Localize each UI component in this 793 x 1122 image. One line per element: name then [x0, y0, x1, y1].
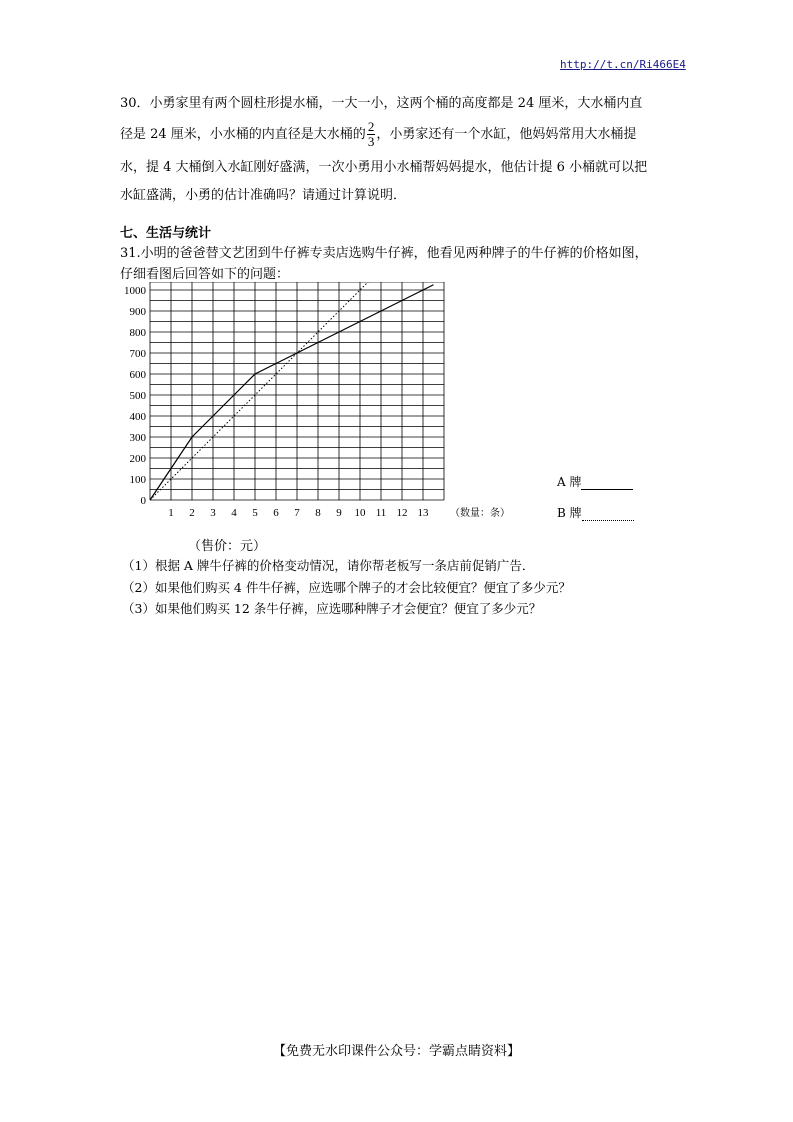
x-tick-label: 4 — [231, 507, 237, 519]
x-tick-label: 9 — [336, 507, 342, 519]
x-axis-label: （数量：条） — [450, 508, 510, 519]
section-title: 七、生活与统计 — [120, 226, 212, 241]
y-tick-label: 1000 — [124, 285, 146, 297]
series-line-a — [150, 285, 434, 500]
price-chart — [112, 282, 512, 522]
x-tick-label: 1 — [168, 507, 174, 519]
x-tick-label: 11 — [375, 507, 387, 519]
brand-a-blank[interactable] — [581, 477, 633, 490]
sub-question-1: （1）根据 A 牌牛仔裤的价格变动情况，请你帮老板写一条店前促销广告． — [122, 558, 535, 573]
brand-a-answer — [557, 473, 633, 490]
brand-a-label: A 牌 — [557, 475, 582, 489]
price-unit-note: （售价：元） — [188, 539, 267, 554]
x-tick-label: 7 — [294, 507, 300, 519]
q30-line-1: 30．小勇家里有两个圆柱形提水桶，一大一小，这两个桶的高度都是 24 厘米，大水桶内直 — [120, 96, 643, 111]
x-tick-label: 3 — [210, 507, 216, 519]
header-url[interactable]: http://t.cn/Ri466E4 — [560, 58, 686, 71]
y-tick-label: 0 — [140, 495, 146, 507]
q30-line-2-after: ，小勇家还有一个水缸，他妈妈常用大水桶提 — [376, 127, 637, 142]
brand-b-answer — [557, 504, 634, 521]
sub-question-3: （3）如果他们购买 12 条牛仔裤，应选哪种牌子才会便宜？便宜了多少元？ — [122, 601, 542, 616]
y-tick-label: 500 — [129, 390, 146, 402]
q30-line-2-before: 径是 24 厘米，小水桶的内直径是大水桶的 — [120, 127, 366, 142]
y-tick-label: 800 — [129, 327, 146, 339]
fraction-denominator: 3 — [367, 134, 375, 149]
series-line-b — [150, 282, 371, 500]
fraction-numerator: 2 — [367, 119, 375, 134]
y-tick-label: 200 — [129, 453, 146, 465]
q30-line-3: 水，提 4 大桶倒入水缸刚好盛满，一次小勇用小水桶帮妈妈提水，他估计提 6 小桶就可以把 — [120, 160, 648, 175]
footer-text: 【免费无水印课件公众号：学霸点睛资料】 — [272, 1044, 520, 1059]
x-tick-label: 10 — [354, 507, 366, 519]
q30-line-2 — [120, 120, 636, 149]
q30-line-4: 水缸盛满，小勇的估计准确吗？请通过计算说明． — [120, 188, 407, 203]
x-tick-label: 8 — [315, 507, 321, 519]
brand-b-blank[interactable] — [582, 508, 634, 521]
x-tick-label: 5 — [252, 507, 258, 519]
y-tick-label: 900 — [129, 306, 146, 318]
x-tick-label: 13 — [417, 507, 429, 519]
fraction-two-thirds — [367, 120, 376, 149]
y-tick-label: 100 — [129, 474, 146, 486]
q31-line-1: 31.小明的爸爸替文艺团到牛仔裤专卖店选购牛仔裤，他看见两种牌子的牛仔裤的价格如图， — [120, 246, 648, 261]
y-tick-label: 700 — [129, 348, 146, 360]
y-tick-label: 400 — [129, 411, 146, 423]
brand-b-label: B 牌 — [557, 506, 582, 520]
y-tick-label: 300 — [129, 432, 146, 444]
x-tick-label: 12 — [396, 507, 408, 519]
x-tick-label: 6 — [273, 507, 279, 519]
x-tick-label: 2 — [189, 507, 195, 519]
sub-question-2: （2）如果他们购买 4 件牛仔裤，应选哪个牌子的才会比较便宜？便宜了多少元？ — [122, 580, 571, 595]
q31-line-2: 仔细看图后回答如下的问题： — [120, 267, 290, 282]
y-tick-label: 600 — [129, 369, 146, 381]
